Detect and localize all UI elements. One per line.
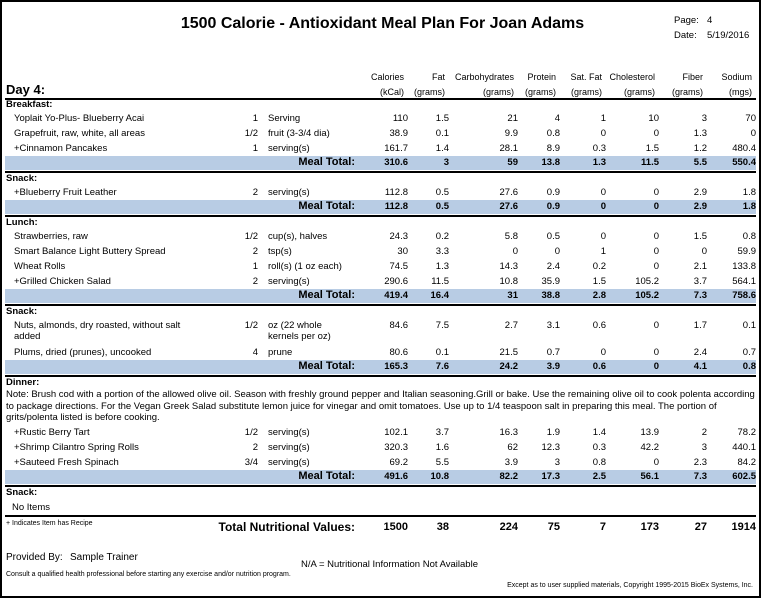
total-fat: 16.4 xyxy=(430,290,449,301)
value-sodium: 0.8 xyxy=(742,231,756,242)
value-calories: 112.8 xyxy=(384,187,408,198)
value-sat-fat: 1.4 xyxy=(592,427,606,438)
grand-total-fat: 38 xyxy=(436,521,449,533)
value-sat-fat: 0.3 xyxy=(592,143,606,154)
total-fiber: 7.3 xyxy=(693,471,707,482)
column-header-fiber xyxy=(672,70,703,100)
quantity: 1 xyxy=(252,143,258,154)
value-fat: 3.3 xyxy=(435,246,449,257)
food-item-row xyxy=(2,260,761,275)
value-calories: 102.1 xyxy=(384,427,408,438)
total-sodium: 0.8 xyxy=(742,361,756,372)
value-fat: 3.7 xyxy=(435,427,449,438)
value-sat-fat: 0.6 xyxy=(592,320,606,331)
food-item-row xyxy=(2,275,761,290)
value-sat-fat: 0.8 xyxy=(592,457,606,468)
value-cholesterol: 0 xyxy=(653,246,659,257)
total-fiber: 2.9 xyxy=(693,201,707,212)
value-sat-fat: 0 xyxy=(600,128,606,139)
value-fat: 0.1 xyxy=(435,347,449,358)
value-carbohydrates: 21 xyxy=(507,113,518,124)
serving-unit: Serving xyxy=(268,113,301,124)
column-header-label: Fiber xyxy=(682,72,703,82)
meal-total-label: Meal Total: xyxy=(298,470,355,482)
column-header-unit: (grams) xyxy=(483,87,514,97)
value-carbohydrates: 14.3 xyxy=(499,261,518,272)
food-name: Strawberries, raw xyxy=(14,231,88,242)
day-heading: Day 4: xyxy=(6,82,46,97)
food-name: Plums, dried (prunes), uncooked xyxy=(14,347,152,358)
food-item-row xyxy=(2,186,761,201)
column-header-unit: (grams) xyxy=(525,87,556,97)
value-protein: 0.9 xyxy=(546,187,560,198)
copyright: Except as to user supplied materials, Copyright 1995-2015 BioEx Systems, Inc. xyxy=(507,582,753,589)
serving-unit: cup(s), halves xyxy=(268,231,328,242)
serving-unit: serving(s) xyxy=(268,457,310,468)
total-calories: 310.6 xyxy=(384,157,408,168)
value-carbohydrates: 21.5 xyxy=(499,347,518,358)
value-carbohydrates: 16.3 xyxy=(499,427,518,438)
value-calories: 69.2 xyxy=(389,457,408,468)
total-protein: 17.3 xyxy=(541,471,560,482)
value-sat-fat: 0 xyxy=(600,347,606,358)
quantity: 3/4 xyxy=(244,457,258,468)
value-protein: 35.9 xyxy=(541,276,560,287)
value-sat-fat: 0.2 xyxy=(592,261,606,272)
total-sat-fat: 2.8 xyxy=(592,290,606,301)
value-sat-fat: 1 xyxy=(600,246,606,257)
value-sat-fat: 0 xyxy=(600,231,606,242)
column-header-label: Cholesterol xyxy=(609,72,655,82)
total-protein: 0.9 xyxy=(546,201,560,212)
total-fat: 3 xyxy=(443,157,449,168)
total-carbohydrates: 59 xyxy=(507,157,518,168)
column-header-unit: (kCal) xyxy=(380,87,404,97)
total-fiber: 4.1 xyxy=(693,361,707,372)
value-cholesterol: 0 xyxy=(653,320,659,331)
value-fat: 1.4 xyxy=(435,143,449,154)
grand-total-fiber: 27 xyxy=(694,521,707,533)
value-carbohydrates: 2.7 xyxy=(504,320,518,331)
quantity: 2 xyxy=(252,187,258,198)
value-sodium: 84.2 xyxy=(737,457,756,468)
total-calories: 112.8 xyxy=(384,201,408,212)
value-fiber: 2.4 xyxy=(693,347,707,358)
divider xyxy=(5,304,756,306)
quantity: 4 xyxy=(252,347,258,358)
meal-total-label: Meal Total: xyxy=(298,360,355,372)
food-name: Smart Balance Light Buttery Spread xyxy=(14,246,166,257)
total-calories: 491.6 xyxy=(384,471,408,482)
value-fiber: 1.7 xyxy=(693,320,707,331)
quantity: 2 xyxy=(252,246,258,257)
value-carbohydrates: 28.1 xyxy=(499,143,518,154)
meal-total-row xyxy=(2,200,761,215)
quantity: 1/2 xyxy=(244,231,258,242)
column-header-label: Fat xyxy=(431,72,445,82)
column-header-sodium xyxy=(721,70,752,100)
grand-total-cholesterol: 173 xyxy=(640,521,659,533)
column-header-label: Sat. Fat xyxy=(570,72,602,82)
divider xyxy=(5,375,756,377)
grand-total-sat-fat: 7 xyxy=(599,521,606,533)
value-sat-fat: 0 xyxy=(600,187,606,198)
food-item-row xyxy=(2,456,761,471)
column-header-fat xyxy=(414,70,445,100)
total-sodium: 758.6 xyxy=(732,290,756,301)
total-calories: 419.4 xyxy=(384,290,408,301)
section-heading: Lunch: xyxy=(6,217,38,228)
value-sodium: 78.2 xyxy=(737,427,756,438)
value-protein: 0.7 xyxy=(546,347,560,358)
total-fat: 7.6 xyxy=(435,361,449,372)
value-sodium: 0.7 xyxy=(742,347,756,358)
serving-unit: serving(s) xyxy=(268,276,310,287)
section-heading: Dinner: xyxy=(6,377,40,388)
value-fiber: 1.5 xyxy=(693,231,707,242)
value-sat-fat: 1 xyxy=(600,113,606,124)
divider xyxy=(5,215,756,217)
value-cholesterol: 1.5 xyxy=(645,143,659,154)
grand-total-label: Total Nutritional Values: xyxy=(218,520,355,534)
serving-unit: serving(s) xyxy=(268,427,310,438)
section-heading: Snack: xyxy=(6,487,38,498)
value-fiber: 3 xyxy=(701,113,707,124)
value-protein: 0 xyxy=(554,246,560,257)
value-cholesterol: 0 xyxy=(653,457,659,468)
value-sodium: 70 xyxy=(745,113,756,124)
value-protein: 2.4 xyxy=(546,261,560,272)
value-sodium: 0.1 xyxy=(742,320,756,331)
column-header-label: Carbohydrates xyxy=(454,72,514,82)
no-items-text: No Items xyxy=(12,502,51,513)
serving-unit: serving(s) xyxy=(268,143,310,154)
food-item-row xyxy=(2,142,761,157)
meal-total-row xyxy=(2,289,761,304)
value-cholesterol: 105.2 xyxy=(635,276,659,287)
grand-total-protein: 75 xyxy=(547,521,560,533)
value-carbohydrates: 62 xyxy=(507,442,518,453)
total-carbohydrates: 27.6 xyxy=(499,201,518,212)
food-name: +Blueberry Fruit Leather xyxy=(14,187,117,198)
value-protein: 3.1 xyxy=(546,320,560,331)
value-calories: 24.3 xyxy=(389,231,408,242)
value-fat: 0.5 xyxy=(435,187,449,198)
quantity: 1/2 xyxy=(244,427,258,438)
total-carbohydrates: 24.2 xyxy=(499,361,518,372)
total-fat: 0.5 xyxy=(435,201,449,212)
value-sodium: 0 xyxy=(750,128,756,139)
value-fat: 0.2 xyxy=(435,231,449,242)
column-header-sat-fat xyxy=(570,70,602,100)
value-protein: 0.8 xyxy=(546,128,560,139)
food-name: +Grilled Chicken Salad xyxy=(14,276,111,287)
quantity: 2 xyxy=(252,442,258,453)
total-sat-fat: 0.6 xyxy=(592,361,606,372)
page-label: Page: xyxy=(674,15,699,26)
value-cholesterol: 10 xyxy=(648,113,659,124)
total-protein: 13.8 xyxy=(541,157,560,168)
value-calories: 290.6 xyxy=(384,276,408,287)
value-fiber: 2.3 xyxy=(693,457,707,468)
total-sat-fat: 1.3 xyxy=(592,157,606,168)
column-header-unit: (grams) xyxy=(414,87,445,97)
grand-total-carbohydrates: 224 xyxy=(499,521,518,533)
total-sat-fat: 2.5 xyxy=(592,471,606,482)
value-calories: 30 xyxy=(397,246,408,257)
page-number: 4 xyxy=(707,15,713,26)
value-sodium: 1.8 xyxy=(742,187,756,198)
value-calories: 80.6 xyxy=(389,347,408,358)
value-fat: 1.6 xyxy=(435,442,449,453)
value-sodium: 133.8 xyxy=(732,261,756,272)
food-item-row xyxy=(2,112,761,127)
total-protein: 38.8 xyxy=(541,290,560,301)
value-protein: 12.3 xyxy=(541,442,560,453)
column-header-label: Sodium xyxy=(721,72,752,82)
quantity: 2 xyxy=(252,276,258,287)
value-fiber: 2 xyxy=(701,427,707,438)
grand-total-sodium: 1914 xyxy=(731,521,756,533)
food-item-row xyxy=(2,245,761,260)
quantity: 1 xyxy=(252,113,258,124)
quantity: 1/2 xyxy=(244,320,258,331)
divider xyxy=(5,98,756,100)
total-sat-fat: 0 xyxy=(600,201,606,212)
section-heading: Breakfast: xyxy=(6,99,53,110)
meal-total-row xyxy=(2,360,761,375)
provided-by-value: Sample Trainer xyxy=(70,552,138,563)
meal-total-row xyxy=(2,470,761,485)
value-protein: 8.9 xyxy=(546,143,560,154)
food-item-row xyxy=(2,441,761,456)
grand-total-calories: 1500 xyxy=(383,521,408,533)
page-title: 1500 Calorie - Antioxidant Meal Plan For Joan Adams xyxy=(180,15,585,32)
divider xyxy=(5,171,756,173)
food-name: +Sauteed Fresh Spinach xyxy=(14,457,119,468)
column-header-label: Protein xyxy=(527,72,556,82)
value-sodium: 440.1 xyxy=(732,442,756,453)
total-calories: 165.3 xyxy=(384,361,408,372)
food-name: Yoplait Yo-Plus- Blueberry Acai xyxy=(14,113,145,124)
value-calories: 161.7 xyxy=(384,143,408,154)
value-sodium: 480.4 xyxy=(732,143,756,154)
meal-total-label: Meal Total: xyxy=(298,156,355,168)
total-cholesterol: 0 xyxy=(653,361,659,372)
divider xyxy=(5,485,756,487)
value-fat: 0.1 xyxy=(435,128,449,139)
value-fiber: 3 xyxy=(701,442,707,453)
value-sodium: 564.1 xyxy=(732,276,756,287)
value-sat-fat: 1.5 xyxy=(592,276,606,287)
value-fat: 11.5 xyxy=(431,276,449,287)
total-sodium: 602.5 xyxy=(732,471,756,482)
total-protein: 3.9 xyxy=(546,361,560,372)
disclaimer: Consult a qualified health professional before starting any exercise and/or nutrition program. xyxy=(6,571,291,578)
food-name: Wheat Rolls xyxy=(14,261,66,272)
value-fiber: 2.9 xyxy=(693,187,707,198)
serving-unit: serving(s) xyxy=(268,187,310,198)
value-carbohydrates: 0 xyxy=(512,246,518,257)
serving-unit: roll(s) (1 oz each) xyxy=(268,261,342,272)
total-fiber: 7.3 xyxy=(693,290,707,301)
value-cholesterol: 0 xyxy=(653,347,659,358)
value-carbohydrates: 5.8 xyxy=(504,231,518,242)
food-name-continued: added xyxy=(14,331,41,342)
total-carbohydrates: 31 xyxy=(507,290,518,301)
value-protein: 3 xyxy=(554,457,560,468)
value-calories: 110 xyxy=(392,113,408,124)
food-item-row xyxy=(2,319,761,342)
column-header-unit: (grams) xyxy=(571,87,602,97)
value-protein: 1.9 xyxy=(546,427,560,438)
food-name: Nuts, almonds, dry roasted, without salt xyxy=(14,320,181,331)
value-calories: 320.3 xyxy=(384,442,408,453)
divider xyxy=(5,515,756,517)
value-protein: 0.5 xyxy=(546,231,560,242)
total-cholesterol: 0 xyxy=(653,201,659,212)
value-fiber: 1.2 xyxy=(693,143,707,154)
total-carbohydrates: 82.2 xyxy=(499,471,518,482)
serving-unit: fruit (3-3/4 dia) xyxy=(268,128,330,139)
value-carbohydrates: 27.6 xyxy=(499,187,518,198)
column-header-protein xyxy=(525,70,556,100)
column-header-carbohydrates xyxy=(455,70,514,100)
food-item-row xyxy=(2,426,761,441)
column-header-unit: (mgs) xyxy=(729,87,752,97)
column-header-unit: (grams) xyxy=(624,87,655,97)
value-fat: 1.5 xyxy=(435,113,449,124)
dinner-note: Note: Brush cod with a portion of the allowed olive oil. Season with freshly ground pepper and Italian seasoning.Grill or bake. Use the remaining olive oil to cook polenta according to package directions. For the Vegan Greek Salad substitute lemon juice for vinegar and omit tomatoes. Use up to 1/4 teaspoon salt in preparing this meal. The portion of grits/polenta listed is before cooking. xyxy=(6,389,755,423)
meal-total-row xyxy=(2,156,761,171)
value-cholesterol: 0 xyxy=(653,187,659,198)
food-name: +Cinnamon Pancakes xyxy=(14,143,108,154)
total-cholesterol: 56.1 xyxy=(640,471,659,482)
serving-unit: serving(s) xyxy=(268,442,310,453)
value-cholesterol: 13.9 xyxy=(640,427,659,438)
food-name: +Rustic Berry Tart xyxy=(14,427,90,438)
date-value: 5/19/2016 xyxy=(707,30,750,41)
value-cholesterol: 0 xyxy=(653,231,659,242)
value-calories: 74.5 xyxy=(389,261,408,272)
date-label: Date: xyxy=(674,30,697,41)
value-fat: 5.5 xyxy=(435,457,449,468)
value-carbohydrates: 10.8 xyxy=(499,276,518,287)
value-fat: 7.5 xyxy=(435,320,449,331)
value-cholesterol: 42.2 xyxy=(640,442,659,453)
value-fat: 1.3 xyxy=(435,261,449,272)
total-cholesterol: 105.2 xyxy=(635,290,659,301)
provided-by-label: Provided By: xyxy=(6,552,63,563)
total-sodium: 1.8 xyxy=(742,201,756,212)
recipe-note: + Indicates Item has Recipe xyxy=(6,520,93,527)
value-fiber: 3.7 xyxy=(693,276,707,287)
section-heading: Snack: xyxy=(6,306,38,317)
column-header-unit: (grams) xyxy=(672,87,703,97)
grand-total-row xyxy=(2,520,761,535)
value-calories: 38.9 xyxy=(389,128,408,139)
value-sodium: 59.9 xyxy=(737,246,756,257)
serving-unit: prune xyxy=(268,347,293,358)
value-fiber: 1.3 xyxy=(693,128,707,139)
value-cholesterol: 0 xyxy=(653,261,659,272)
serving-unit: oz (22 whole xyxy=(268,320,322,331)
value-fiber: 2.1 xyxy=(693,261,707,272)
value-carbohydrates: 9.9 xyxy=(504,128,518,139)
section-heading: Snack: xyxy=(6,173,38,184)
value-calories: 84.6 xyxy=(389,320,408,331)
value-carbohydrates: 3.9 xyxy=(504,457,518,468)
value-sat-fat: 0.3 xyxy=(592,442,606,453)
total-sodium: 550.4 xyxy=(732,157,756,168)
column-header-calories xyxy=(371,70,404,100)
na-note: N/A = Nutritional Information Not Available xyxy=(301,559,478,570)
column-header-label: Calories xyxy=(370,72,404,82)
value-protein: 4 xyxy=(554,113,560,124)
total-fat: 10.8 xyxy=(430,471,449,482)
value-cholesterol: 0 xyxy=(653,128,659,139)
meal-total-label: Meal Total: xyxy=(298,200,355,212)
serving-unit: tsp(s) xyxy=(268,246,292,257)
serving-unit-continued: kernels per oz) xyxy=(268,331,331,342)
food-name: Grapefruit, raw, white, all areas xyxy=(14,128,145,139)
quantity: 1/2 xyxy=(244,128,258,139)
value-fiber: 0 xyxy=(701,246,707,257)
quantity: 1 xyxy=(252,261,258,272)
food-item-row xyxy=(2,230,761,245)
total-cholesterol: 11.5 xyxy=(641,157,659,168)
meal-total-label: Meal Total: xyxy=(298,289,355,301)
food-item-row xyxy=(2,127,761,142)
column-header-cholesterol xyxy=(609,70,655,100)
total-fiber: 5.5 xyxy=(693,157,707,168)
food-name: +Shrimp Cilantro Spring Rolls xyxy=(14,442,139,453)
food-item-row xyxy=(2,346,761,361)
